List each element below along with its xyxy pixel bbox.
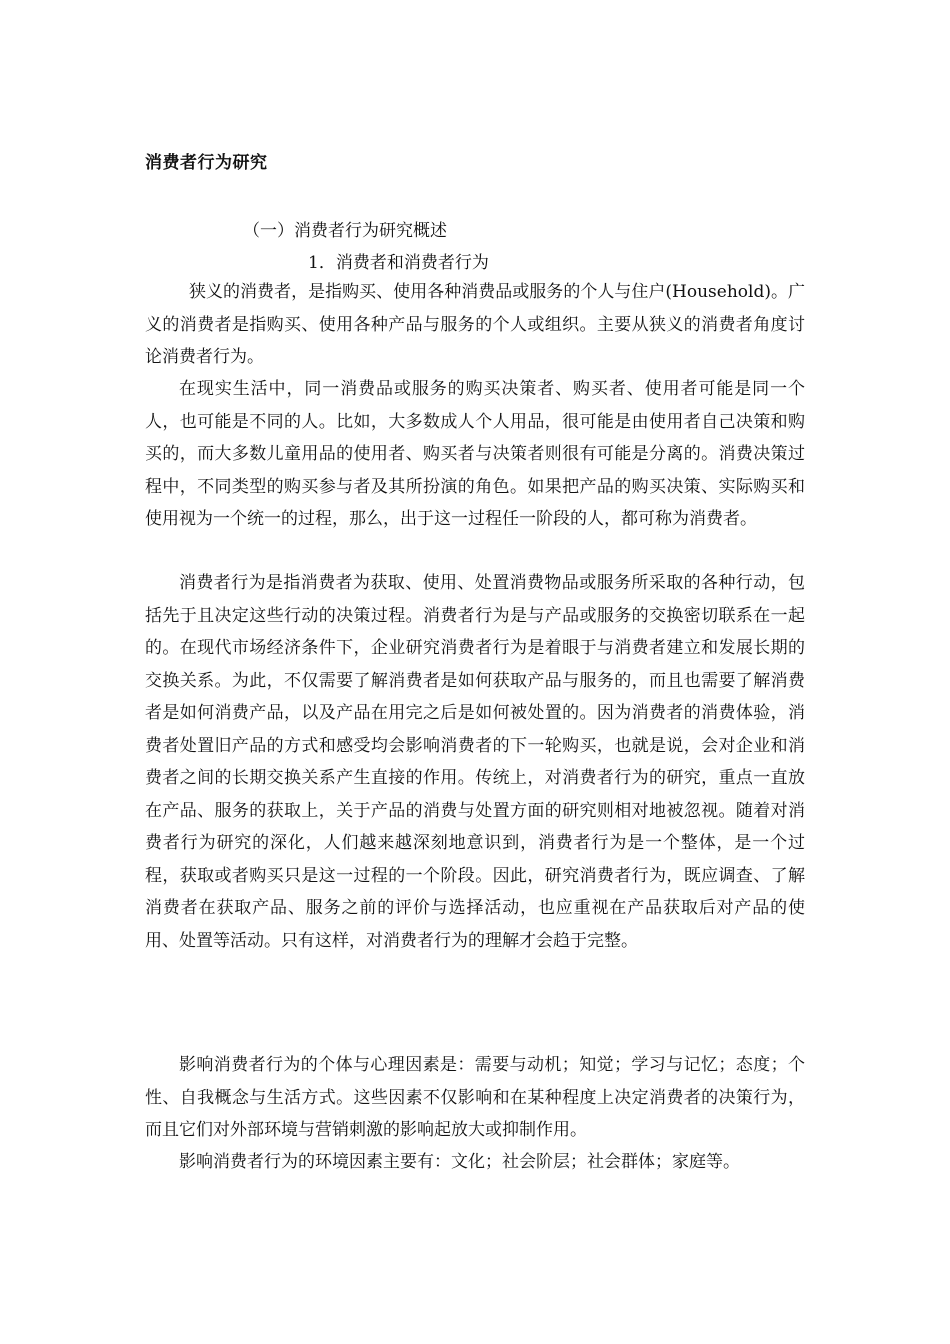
subsection-heading: 1．消费者和消费者行为: [308, 253, 489, 273]
paragraph-psychological-factors: 影响消费者行为的个体与心理因素是：需要与动机；知觉；学习与记忆；态度；个性、自我概念与生活方式。这些因素不仅影响和在某种程度上决定消费者的决策行为，而且它们对外部环境与营销刺激的影响起放大或抑制作用。: [145, 1055, 805, 1140]
document-title: 消费者行为研究: [145, 153, 268, 173]
paragraph-purchase-roles: 在现实生活中，同一消费品或服务的购买决策者、购买者、使用者可能是同一个人，也可能是不同的人。比如，大多数成人个人用品，很可能是由使用者自己决策和购买的，而大多数儿童用品的使用者、购买者与决策者则很有可能是分离的。消费决策过程中，不同类型的购买参与者及其所扮演的角色。如果把产品的购买决策、实际购买和使用视为一个统一的过程，那么，出于这一过程任一阶段的人，都可称为消费者。: [145, 379, 805, 529]
paragraph-environmental-factors: 影响消费者行为的环境因素主要有：文化；社会阶层；社会群体；家庭等。: [179, 1152, 740, 1172]
paragraph-consumer-behavior: 消费者行为是指消费者为获取、使用、处置消费物品或服务所采取的各种行动，包括先于且决定这些行动的决策过程。消费者行为是与产品或服务的交换密切联系在一起的。在现代市场经济条件下，企业研究消费者行为是着眼于与消费者建立和发展长期的交换关系。为此，不仅需要了解消费者是如何获取产品与服务的，而且也需要了解消费者是如何消费产品，以及产品在用完之后是如何被处置的。因为消费者的消费体验，消费者处置旧产品的方式和感受均会影响消费者的下一轮购买，也就是说，会对企业和消费者之间的长期交换关系产生直接的作用。传统上，对消费者行为的研究，重点一直放在产品、服务的获取上，关于产品的消费与处置方面的研究则相对地被忽视。随着对消费者行为研究的深化，人们越来越深刻地意识到，消费者行为是一个整体，是一个过程，获取或者购买只是这一过程的一个阶段。因此，研究消费者行为，既应调查、了解消费者在获取产品、服务之前的评价与选择活动，也应重视在产品获取后对产品的使用、处置等活动。只有这样，对消费者行为的理解才会趋于完整。: [145, 573, 805, 951]
paragraph-consumer-definition: 狭义的消费者，是指购买、使用各种消费品或服务的个人与住户(Household)。广义的消费者是指购买、使用各种产品与服务的个人或组织。主要从狭义的消费者角度讨论消费者行为。: [145, 282, 805, 367]
section-heading: （一）消费者行为研究概述: [243, 221, 447, 241]
